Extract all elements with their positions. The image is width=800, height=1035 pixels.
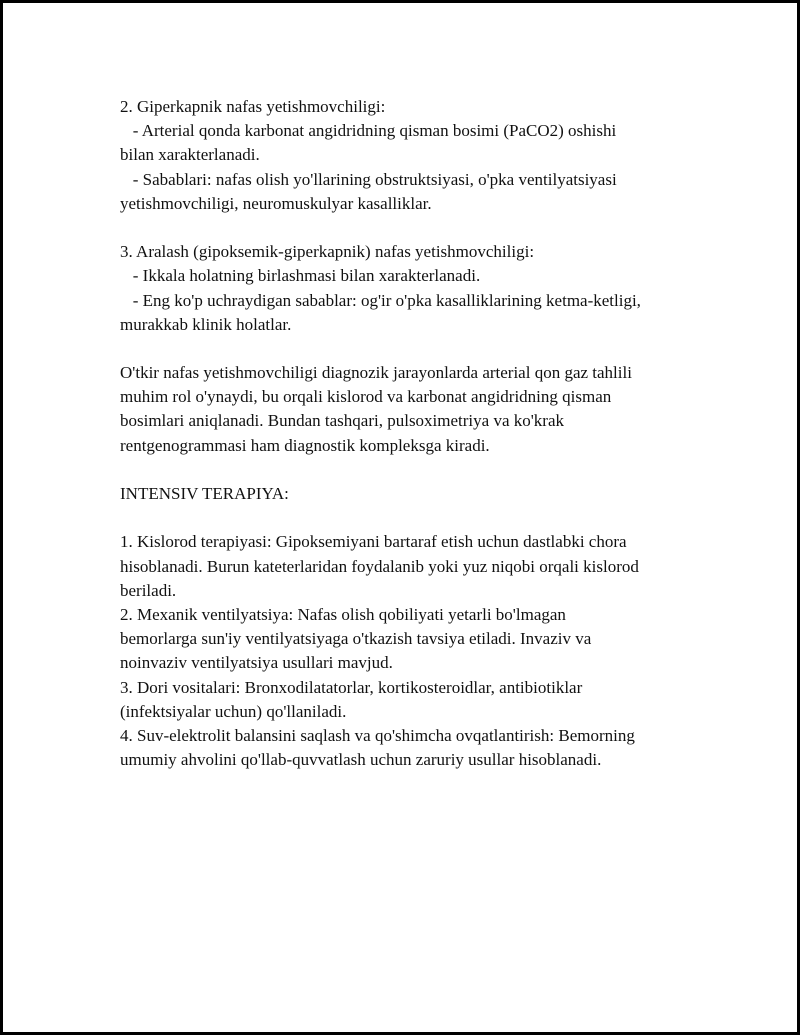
therapy-heading: INTENSIV TERAPIYA: bbox=[120, 484, 289, 503]
section-mixed bbox=[120, 240, 700, 337]
text-line: 2. Mexanik ventilyatsiya: Nafas olish qobiliyati yetarli bo'lmagan bbox=[120, 604, 566, 624]
text-line: bilan xarakterlanadi. bbox=[120, 145, 260, 165]
therapy-list bbox=[120, 530, 700, 772]
text-line: 3. Aralash (gipoksemik-giperkapnik) nafas yetishmovchiligi: bbox=[120, 242, 535, 262]
text-line: 1. Kislorod terapiyasi: Gipoksemiyani bartaraf etish uchun dastlabki chora bbox=[120, 532, 627, 552]
text-line: murakkab klinik holatlar. bbox=[120, 314, 292, 334]
text-line: - Arterial qonda karbonat angidridning qisman bosimi (PaCO2) oshishi bbox=[120, 121, 617, 141]
text-line: 3. Dori vositalari: Bronxodilatatorlar, kortikosteroidlar, antibiotiklar bbox=[120, 677, 583, 697]
text-line: (infektsiyalar uchun) qo'llaniladi. bbox=[120, 701, 347, 721]
paragraph-gap bbox=[120, 506, 700, 530]
text-line: bemorlarga sun'iy ventilyatsiyaga o'tkazish tavsiya etiladi. Invaziv va bbox=[120, 629, 592, 649]
paragraph-gap bbox=[120, 337, 700, 361]
text-line: - Sabablari: nafas olish yo'llarining obstruktsiyasi, o'pka ventilyatsiyasi bbox=[120, 169, 617, 189]
text-line: noinvaziv ventilyatsiya usullari mavjud. bbox=[120, 653, 393, 673]
text-line: - Eng ko'p uchraydigan sabablar: og'ir o'pka kasalliklarining ketma-ketligi, bbox=[120, 290, 641, 310]
diagnosis-paragraph bbox=[120, 361, 700, 458]
paragraph-gap bbox=[120, 216, 700, 240]
text-line: hisoblanadi. Burun kateterlaridan foydalanib yoki yuz niqobi orqali kislorod bbox=[120, 556, 639, 576]
text-line: bosimlari aniqlanadi. Bundan tashqari, pulsoximetriya va ko'krak bbox=[120, 411, 565, 431]
text-line: 2. Giperkapnik nafas yetishmovchiligi: bbox=[120, 97, 386, 116]
text-line: muhim rol o'ynaydi, bu orqali kislorod va karbonat angidridning qisman bbox=[120, 387, 612, 407]
text-line: 4. Suv-elektrolit balansini saqlash va qo'shimcha ovqatlantirish: Bemorning bbox=[120, 725, 635, 745]
document-body bbox=[120, 95, 700, 772]
text-line: beriladi. bbox=[120, 580, 177, 600]
text-line: rentgenogrammasi ham diagnostik kompleksga kiradi. bbox=[120, 435, 490, 455]
text-line: O'tkir nafas yetishmovchiligi diagnozik jarayonlarda arterial qon gaz tahlili bbox=[120, 363, 632, 383]
section-hypercapnic bbox=[120, 95, 700, 216]
text-line: yetishmovchiligi, neuromuskulyar kasalliklar. bbox=[120, 193, 432, 213]
text-line: umumiy ahvolini qo'llab-quvvatlash uchun zaruriy usullar hisoblanadi. bbox=[120, 750, 602, 770]
paragraph-gap bbox=[120, 458, 700, 482]
text-line: - Ikkala holatning birlashmasi bilan xarakterlanadi. bbox=[120, 266, 481, 286]
